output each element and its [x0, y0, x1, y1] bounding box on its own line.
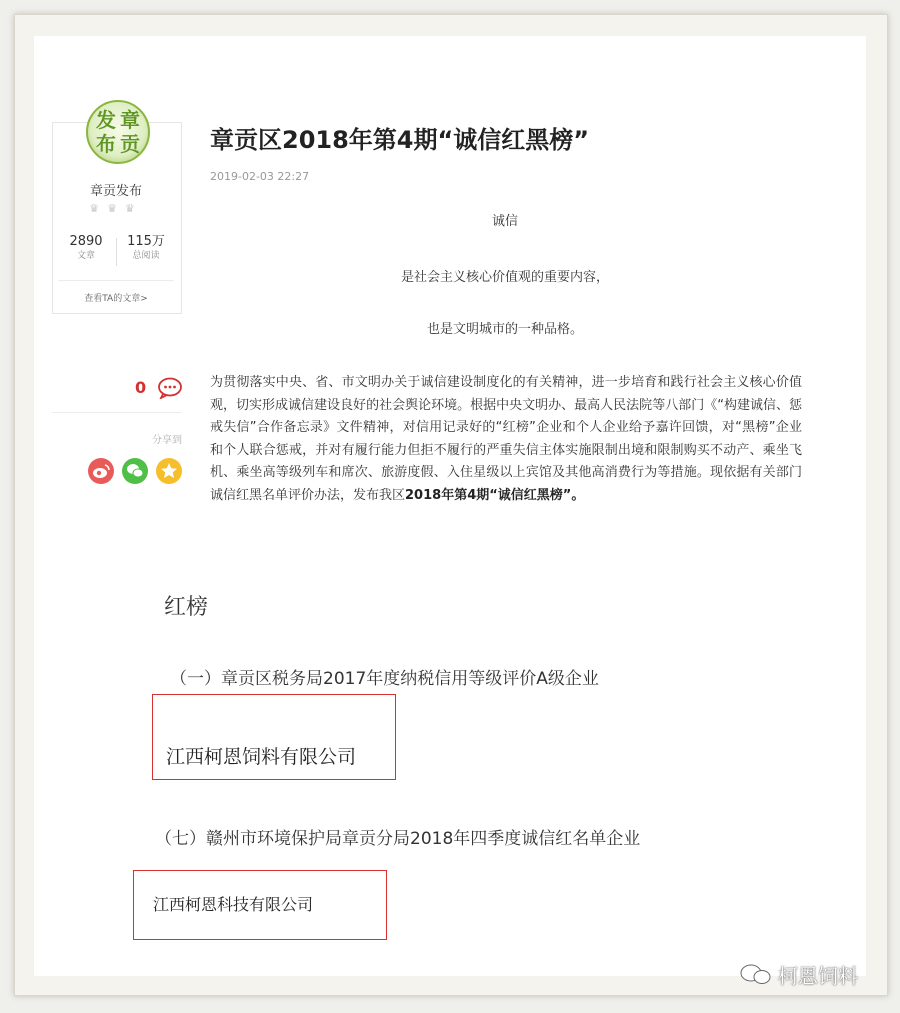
- stat-label: 文章: [76, 251, 95, 261]
- card-divider: [58, 280, 174, 281]
- intro-line: 是社会主义核心价值观的重要内容，: [400, 270, 609, 285]
- view-articles-link[interactable]: 查看TA的文章>: [84, 294, 148, 304]
- company-name: 江西柯恩饲料有限公司: [166, 746, 357, 768]
- logo-char: 章: [120, 108, 140, 132]
- article-paragraph: [210, 372, 802, 507]
- article-title: 章贡区2018年第4期“诚信红黑榜”: [210, 126, 590, 154]
- company-name: 江西柯恩科技有限公司: [153, 895, 314, 914]
- logo-char: 布: [96, 132, 116, 156]
- stat-reads: [120, 234, 172, 263]
- author-avatar[interactable]: [86, 100, 150, 164]
- article-date: 2019-02-03 22:27: [210, 170, 310, 183]
- watermark-text: 柯恩饲料: [778, 964, 858, 988]
- paragraph-text: 为贯彻落实中央、省、市文明办关于诚信建设制度化的有关精神，进一步培育和践行社会主义核心价值观，切实形成诚信建设良好的社会舆论环境。根据中央文明办、最高人民法院等八部门《“构建诚信、惩戒失信”合作备忘录》文件精神，对信用记录好的“红榜”企业和个人企业给予嘉许回馈，对“黑榜”企业和个人联合惩戒，并对有履行能力但拒不履行的严重失信主体实施限制出境和限制购买不动产、乘坐飞机、乘坐高等级列车和席次、旅游度假、入住星级以上宾馆及其他高消费行为等措施。现依据有关部门诚信红黑名单评价办法，发布我区: [210, 375, 802, 503]
- intro-line: 诚信: [491, 214, 518, 229]
- author-name[interactable]: 章贡发布: [89, 184, 142, 199]
- logo-char: 贡: [120, 132, 140, 156]
- logo-char: 发: [96, 108, 116, 132]
- sidebar-divider: [52, 412, 182, 413]
- comment-icon[interactable]: [157, 377, 183, 399]
- wechat-watermark-icon: [738, 962, 778, 986]
- section-title: （一）章贡区税务局2017年度纳税信用等级评价A级企业: [170, 669, 599, 689]
- red-list-heading: 红榜: [164, 595, 209, 620]
- crown-icons: ♛♛♛: [89, 202, 143, 215]
- paragraph-bold: 2018年第4期“诚信红黑榜”。: [405, 487, 585, 503]
- stat-number: 115万: [127, 234, 165, 249]
- stat-divider: [116, 238, 117, 266]
- stat-label: 总阅读: [132, 251, 160, 261]
- intro-line: 也是文明城市的一种品格。: [426, 322, 583, 337]
- share-label: 分享到: [152, 435, 182, 446]
- section-title: （七）赣州市环境保护局章贡分局2018年四季度诚信红名单企业: [155, 829, 641, 849]
- stat-articles: [60, 234, 112, 263]
- favorite-icon[interactable]: [156, 458, 182, 484]
- stat-number: 2890: [69, 234, 103, 249]
- comment-count: 0: [135, 378, 147, 397]
- wechat-icon[interactable]: [122, 458, 148, 484]
- weibo-icon[interactable]: [88, 458, 114, 484]
